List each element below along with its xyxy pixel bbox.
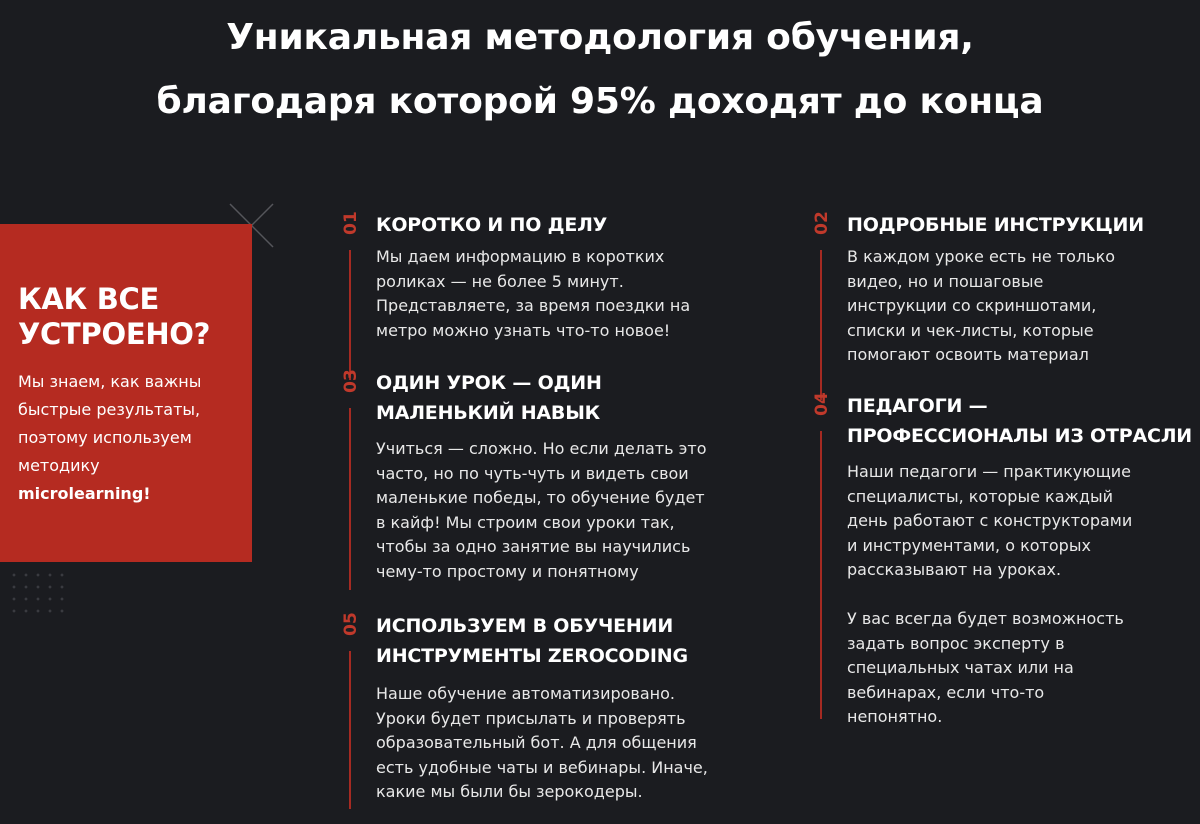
feature-desc-line: Мы даем информацию в коротких xyxy=(376,247,665,266)
feature-desc-line: день работают с конструкторами xyxy=(847,511,1133,530)
feature-description xyxy=(847,245,1115,368)
card-description xyxy=(18,368,240,508)
feature-desc-line: метро можно узнать что-то новое! xyxy=(376,320,671,340)
decorative-dot-grid xyxy=(8,569,68,614)
feature-desc-line: какие мы были бы зерокодеры. xyxy=(376,782,643,801)
feature-number: 03 xyxy=(341,369,361,393)
feature-title xyxy=(847,210,1144,240)
feature-desc-line: У вас всегда будет возможность xyxy=(847,609,1124,628)
feature-desc-line xyxy=(847,583,1132,608)
feature-desc-line: рассказывают на уроках. xyxy=(847,560,1062,579)
feature-title-line: МАЛЕНЬКИЙ НАВЫК xyxy=(376,402,601,424)
feature-desc-line: инструкции со скриншотами, xyxy=(847,296,1097,315)
headline-line-1: Уникальная методология обучения, xyxy=(226,17,974,58)
card-desc-line: быстрые результаты, xyxy=(18,400,201,419)
feature-desc-line: маленькие победы, то обучение будет xyxy=(376,488,705,507)
feature-desc-line: непонятно. xyxy=(847,707,943,726)
feature-number: 05 xyxy=(341,612,361,636)
feature-desc-line: образовательный бот. А для общения xyxy=(376,733,697,752)
page-headline xyxy=(0,6,1200,134)
feature-number: 02 xyxy=(812,211,832,235)
feature-divider-line xyxy=(349,651,351,809)
feature-desc-line: роликах — не более 5 минут. xyxy=(376,271,624,291)
feature-title-line: ОДИН УРОК — ОДИН xyxy=(376,372,602,394)
card-desc-bold: microlearning! xyxy=(18,484,151,503)
feature-desc-line: специалисты, которые каждый xyxy=(847,486,1113,506)
feature-desc-line: чтобы за одно занятие вы научились xyxy=(376,537,691,556)
card-desc-line: поэтому используем xyxy=(18,428,192,447)
card-title xyxy=(18,282,248,352)
feature-title-line: ПЕДАГОГИ — xyxy=(847,395,988,417)
feature-divider-line xyxy=(820,250,822,400)
feature-number: 01 xyxy=(341,211,361,235)
feature-divider-line xyxy=(820,431,822,719)
card-title-line-2: УСТРОЕНО? xyxy=(18,317,211,351)
feature-divider-line xyxy=(349,250,351,380)
feature-desc-line: В каждом уроке есть не только xyxy=(847,247,1116,266)
feature-title-line: ИСПОЛЬЗУЕМ В ОБУЧЕНИИ xyxy=(376,615,674,637)
feature-desc-line: Наши педагоги — практикующие xyxy=(847,462,1132,481)
feature-description xyxy=(376,682,708,805)
feature-title-line: ИНСТРУМЕНТЫ ZEROCODING xyxy=(376,645,688,667)
card-desc-line: Мы знаем, как важны xyxy=(18,372,202,391)
feature-desc-line: и инструментами, о которых xyxy=(847,535,1091,555)
card-desc-line: методику xyxy=(18,456,100,475)
feature-desc-line: Уроки будет присылать и проверять xyxy=(376,708,686,728)
feature-desc-line: помогают освоить материал xyxy=(847,345,1089,364)
feature-desc-line: часто, но по чуть-чуть и видеть свои xyxy=(376,463,689,483)
headline-line-2: благодаря которой 95% доходят до конца xyxy=(156,81,1044,122)
feature-desc-line: Наше обучение автоматизировано. xyxy=(376,684,675,703)
feature-title-line: КОРОТКО И ПО ДЕЛУ xyxy=(376,214,608,236)
feature-desc-line: в кайф! Мы строим свои уроки так, xyxy=(376,512,675,532)
feature-divider-line xyxy=(349,408,351,590)
feature-desc-line: задать вопрос эксперту в xyxy=(847,633,1065,653)
feature-desc-line: списки и чек-листы, которые xyxy=(847,320,1094,340)
feature-desc-line: Представляете, за время поездки на xyxy=(376,296,691,315)
feature-desc-line: есть удобные чаты и вебинары. Иначе, xyxy=(376,757,708,777)
how-it-works-card xyxy=(0,224,252,562)
feature-desc-line: чему-то простому и понятному xyxy=(376,561,639,581)
feature-title-line: ПОДРОБНЫЕ ИНСТРУКЦИИ xyxy=(847,214,1144,236)
feature-desc-line: вебинарах, если что-то xyxy=(847,682,1045,702)
feature-description xyxy=(847,460,1132,730)
card-title-line-1: КАК ВСЕ xyxy=(18,282,160,316)
feature-title-line: ПРОФЕССИОНАЛЫ ИЗ ОТРАСЛИ xyxy=(847,425,1193,447)
feature-title xyxy=(376,368,602,428)
feature-desc-line: Учиться — сложно. Но если делать это xyxy=(376,439,707,458)
feature-title xyxy=(376,611,688,671)
feature-desc-line: специальных чатах или на xyxy=(847,658,1074,677)
feature-number: 04 xyxy=(812,392,832,416)
feature-title xyxy=(376,210,607,240)
feature-desc-line: видео, но и пошаговые xyxy=(847,271,1044,291)
feature-description xyxy=(376,437,707,584)
feature-description xyxy=(376,245,690,343)
feature-title xyxy=(847,391,1192,451)
